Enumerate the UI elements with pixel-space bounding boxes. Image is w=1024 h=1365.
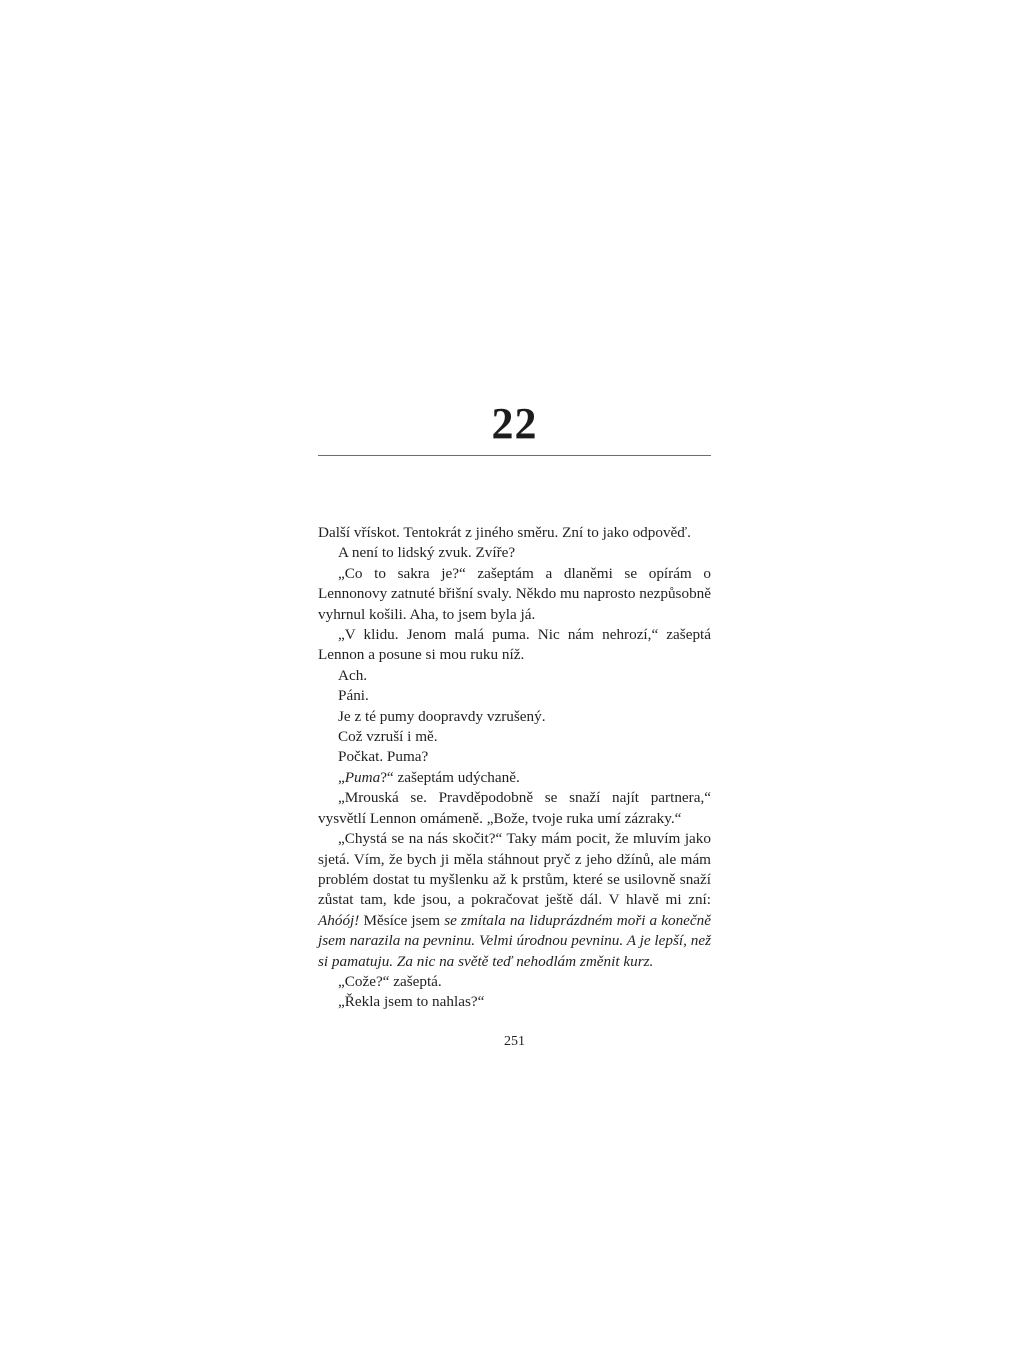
text-run: „ xyxy=(338,768,345,786)
italic-text-run: Ahóój! xyxy=(318,911,360,929)
paragraph xyxy=(318,707,711,727)
paragraph xyxy=(318,543,711,563)
text-run: ?“ zašeptám udýchaně. xyxy=(380,768,520,786)
paragraph xyxy=(318,829,711,972)
text-run: Je z té pumy doopravdy vzrušený. xyxy=(338,707,546,725)
text-run: Což vzruší i mě. xyxy=(338,728,438,746)
italic-text-run: se zmítala na liduprázdném moři a konečně jsem narazila na pevninu. Velmi úrodnou pevninu. A je lepší, než si pamatuju. Za nic na světě teď nehodlám změnit kurz. xyxy=(318,911,711,970)
paragraph xyxy=(318,727,711,747)
text-run: „V klidu. Jenom malá puma. Nic nám nehrozí,“ zašeptá Lennon a posune si mou ruku níž. xyxy=(318,626,711,664)
chapter-divider xyxy=(318,455,711,456)
chapter-body-text xyxy=(318,523,711,1013)
paragraph xyxy=(318,625,711,666)
paragraph xyxy=(318,564,711,625)
paragraph xyxy=(318,686,711,706)
text-run: Ach. xyxy=(338,666,368,684)
paragraph xyxy=(318,747,711,767)
paragraph xyxy=(318,972,711,992)
text-run: Další vřískot. Tentokrát z jiného směru. Zní to jako odpověď. xyxy=(318,524,691,541)
paragraph xyxy=(318,788,711,829)
paragraph xyxy=(318,768,711,788)
paragraph xyxy=(318,523,711,543)
chapter-number: 22 xyxy=(491,399,538,448)
text-run: A není to lidský zvuk. Zvíře? xyxy=(338,544,516,562)
text-run: „Co to sakra je?“ zašeptám a dlaněmi se opírám o Lennonovy zatnuté břišní svaly. Někdo mu naprosto nezpůsobně vyhrnul košili. Aha, to jsem byla já. xyxy=(318,564,711,623)
paragraph xyxy=(318,992,711,1012)
paragraph xyxy=(318,666,711,686)
text-run: „Chystá se na nás skočit?“ Taky mám pocit, že mluvím jako sjetá. Vím, že bych ji měla stáhnout pryč z jeho džínů, ale mám problém dostat tu myšlenku až k prstům, které se usilovně snaží zůstat tam, kde jsou, a pokračovat ještě dál. V hlavě mi zní: xyxy=(318,830,711,909)
text-run: Páni. xyxy=(338,687,369,705)
italic-text-run: Puma xyxy=(344,768,381,786)
text-run: Počkat. Puma? xyxy=(338,748,429,766)
page-number: 251 xyxy=(504,1034,525,1049)
text-run: „Cože?“ zašeptá. xyxy=(338,972,442,990)
text-run: „Mrouská se. Pravděpodobně se snaží najít partnera,“ vysvětlí Lennon omámeně. „Bože, tvoje ruka umí zázraky.“ xyxy=(318,789,711,827)
text-run: „Řekla jsem to nahlas?“ xyxy=(338,993,485,1011)
text-run: Měsíce jsem xyxy=(359,911,445,929)
